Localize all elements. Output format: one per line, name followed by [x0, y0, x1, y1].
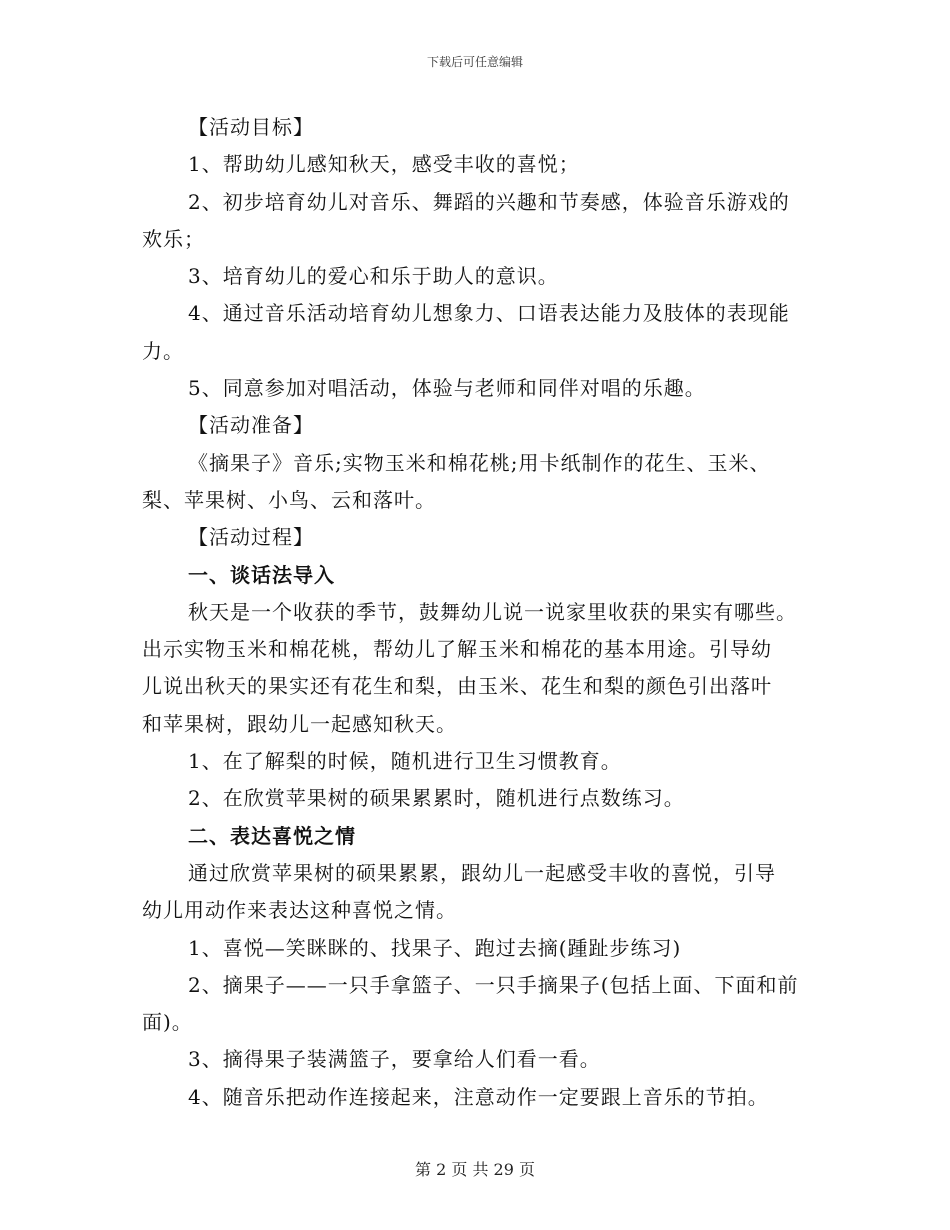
- intro-paragraph-cont-2: 儿说出秋天的果实还有花生和梨，由玉米、花生和梨的颜色引出落叶: [142, 674, 772, 699]
- section-heading-process: 【活动过程】: [188, 525, 314, 550]
- express-step-1: 1、喜悦—笑眯眯的、找果子、跑过去摘(踵趾步练习): [188, 935, 682, 960]
- goal-item-1: 1、帮助幼儿感知秋天，感受丰收的喜悦；: [188, 152, 580, 177]
- express-paragraph: 通过欣赏苹果树的硕果累累，跟幼儿一起感受丰收的喜悦，引导: [188, 860, 776, 885]
- preparation-paragraph-cont: 梨、苹果树、小鸟、云和落叶。: [142, 487, 436, 512]
- goal-item-4-continued: 力。: [142, 338, 184, 363]
- subheading-conversation-intro: 一、谈话法导入: [188, 562, 335, 587]
- express-step-2: 2、摘果子——一只手拿篮子、一只手摘果子(包括上面、下面和前: [188, 972, 799, 997]
- document-body: [142, 109, 810, 1116]
- intro-paragraph: 秋天是一个收获的季节，鼓舞幼儿说一说家里收获的果实有哪些。: [188, 599, 797, 624]
- intro-paragraph-cont-3: 和苹果树，跟幼儿一起感知秋天。: [142, 711, 457, 736]
- page-header: 下载后可任意编辑: [426, 55, 523, 69]
- preparation-paragraph: 《摘果子》音乐;实物玉米和棉花桃;用卡纸制作的花生、玉米、: [188, 450, 771, 475]
- goal-item-5: 5、同意参加对唱活动，体验与老师和同伴对唱的乐趣。: [188, 376, 706, 401]
- express-step-4: 4、随音乐把动作连接起来，注意动作一定要跟上音乐的节拍。: [188, 1084, 769, 1109]
- intro-paragraph-cont-1: 出示实物玉米和棉花桃，帮幼儿了解玉米和棉花的基本用途。引导幼: [142, 637, 772, 662]
- page-number-footer: 第 2 页 共 29 页: [415, 1160, 535, 1179]
- express-step-2-continued: 面)。: [142, 1010, 193, 1035]
- goal-item-4: 4、通过音乐活动培育幼儿想象力、口语表达能力及肢体的表现能: [188, 301, 790, 326]
- goal-item-2: 2、初步培育幼儿对音乐、舞蹈的兴趣和节奏感，体验音乐游戏的: [188, 189, 790, 214]
- goal-item-3: 3、培育幼儿的爱心和乐于助人的意识。: [188, 264, 559, 289]
- section-heading-preparation: 【活动准备】: [188, 413, 314, 438]
- subheading-express-joy: 二、表达喜悦之情: [188, 823, 356, 848]
- express-step-3: 3、摘得果子装满篮子，要拿给人们看一看。: [188, 1047, 601, 1072]
- intro-step-2: 2、在欣赏苹果树的硕果累累时，随机进行点数练习。: [188, 786, 685, 811]
- section-heading-goals: 【活动目标】: [188, 115, 314, 139]
- express-paragraph-cont: 幼儿用动作来表达这种喜悦之情。: [142, 898, 457, 923]
- intro-step-1: 1、在了解梨的时候，随机进行卫生习惯教育。: [188, 749, 622, 774]
- goal-item-2-continued: 欢乐；: [142, 226, 205, 251]
